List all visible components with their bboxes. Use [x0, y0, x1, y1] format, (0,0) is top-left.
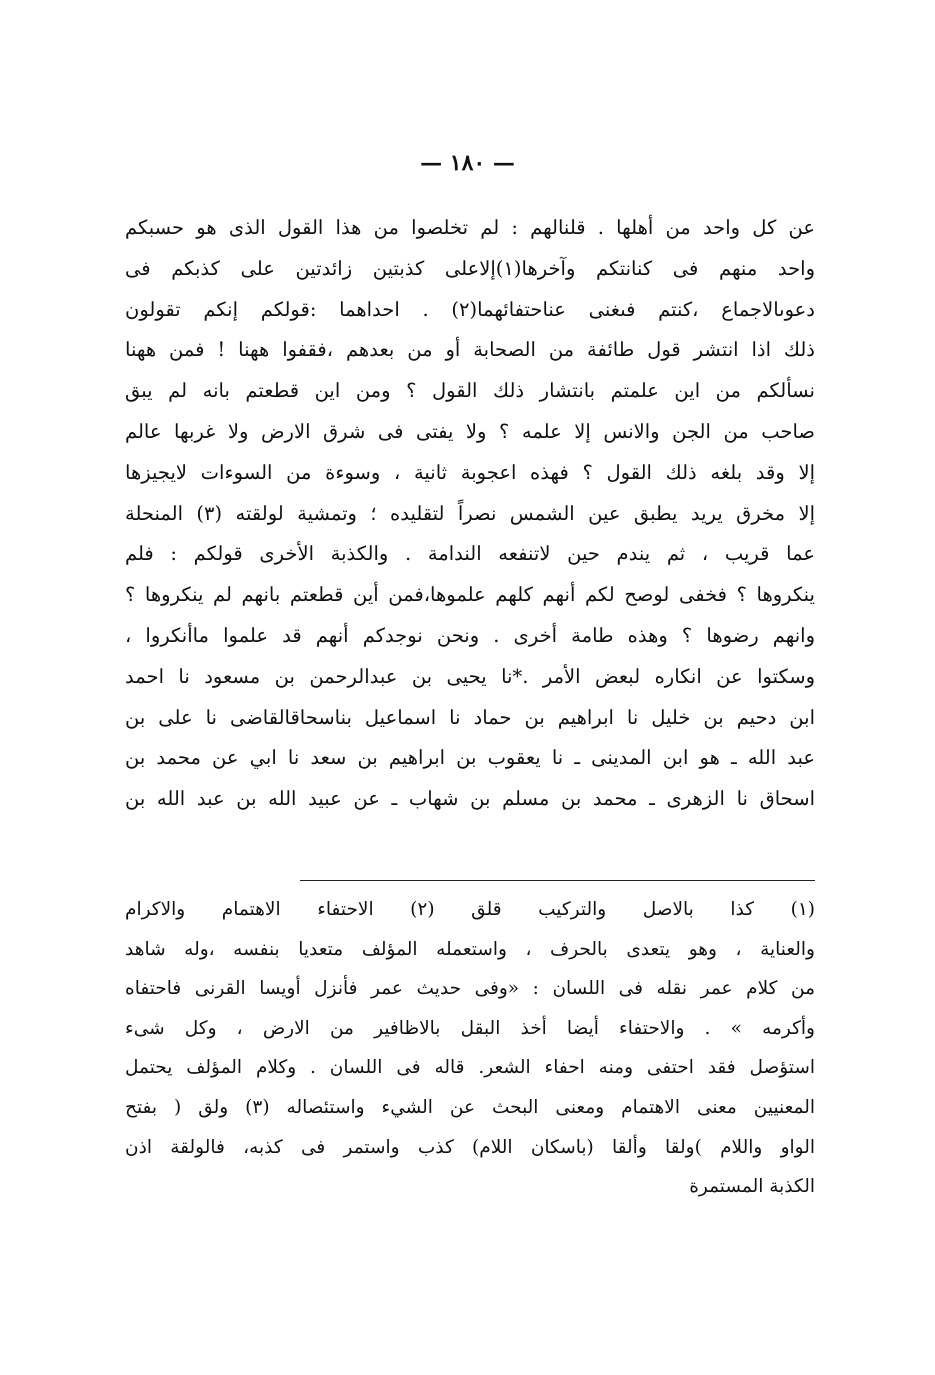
text-line: واحد منهم فى كنانتكم وآخرها(١)إلاعلى كذبتين زائدتين على كذبكم فى	[125, 256, 815, 280]
footnote-line: (١) كذا بالاصل والتركيب قلق (٢) الاحتفاء الاهتمام والاكرام	[125, 899, 815, 920]
footnote-line: الكذبة المستمرة	[689, 1176, 815, 1198]
text-line: ابن دحيم بن خليل نا ابراهيم بن حماد نا اسماعيل بناسحاقالقاضى نا على بن	[125, 705, 815, 729]
text-line: صاحب من الجن والانس إلا علمه ؟ ولا يفتى فى شرق الارض ولا غربها عالم	[125, 419, 815, 443]
text-line: عن كل واحد من أهلها . قلنالهم : لم تخلصوا من هذا القول الذى هو حسبكم	[125, 216, 815, 239]
footnote-line: وأكرمه » . والاحتفاء أيضا أخذ البقل بالاظافير من الارض ، وكل شىء	[125, 1017, 815, 1039]
text-line: عما قريب ، ثم يندم حين لاتنفعه الندامة . والكذبة الأخرى قولكم : فلم	[125, 542, 815, 566]
footnotes	[125, 890, 815, 1207]
main-text	[125, 208, 815, 820]
text-line: وسكتوا عن انكاره لبعض الأمر .*نا يحيى بن عبدالرحمن بن مسعود نا احمد	[125, 664, 815, 688]
text-line: إلا مخرق يريد يطبق عين الشمس نصراً لتقليده ؛ وتمشية لولقته (٣) المنحلة	[125, 501, 815, 525]
page-number: — ١٨٠ —	[420, 150, 515, 176]
footnote-line: من كلام عمر نقله فى اللسان : «وفى حديث عمر فأنزل أويسا القرنى فاحتفاه	[125, 978, 815, 1000]
text-line: وانهم رضوها ؟ وهذه طامة أخرى . ونحن نوجدكم أنهم قد علموا ماأنكروا ،	[125, 623, 815, 647]
footnote-line: والعناية ، وهو يتعدى بالحرف ، واستعمله المؤلف متعديا بنفسه ،وله شاهد	[125, 938, 815, 960]
text-line: اسحاق نا الزهرى ـ محمد بن مسلم بن شهاب ـ عن عبيد الله بن عبد الله بن	[125, 787, 815, 811]
footnote-line: المعنيين معنى الاهتمام ومعنى البحث عن الشيء واستئصاله (٣) ولق ( بفتح	[125, 1096, 815, 1118]
footnote-line: استؤصل فقد احتفى ومنه احفاء الشعر. قاله فى اللسان . وكلام المؤلف يحتمل	[125, 1057, 815, 1079]
text-line: عبد الله ـ هو ابن المدينى ـ نا يعقوب بن ابراهيم بن سعد نا ابي عن محمد بن	[125, 746, 815, 770]
text-line: إلا وقد بلغه ذلك القول ؟ فهذه اعجوبة ثانية ، وسوءة من السوءات لايجيزها	[125, 460, 815, 484]
footnote-line: الواو واللام )ولقا وألقا (باسكان اللام) كذب واستمر فى كذبه، فالولقة اذن	[125, 1136, 815, 1158]
footnote-separator	[300, 880, 815, 881]
text-line: ينكروها ؟ فخفى لوصح لكم أنهم كلهم علموها،فمن أين قطعتم بانهم لم ينكروها ؟	[125, 583, 815, 607]
text-line: ذلك اذا انتشر قول طائفة من الصحابة أو من بعدهم ،فقفوا ههنا ! فمن ههنا	[125, 338, 815, 362]
text-line: دعوىالاجماع ،كنتم فىغنى عناحتفائهما(٢) . احداهما :قولكم إنكم تقولون	[125, 297, 815, 321]
text-line: نسألكم من اين علمتم بانتشار ذلك القول ؟ ومن اين قطعتم بانه لم يبق	[125, 379, 815, 403]
